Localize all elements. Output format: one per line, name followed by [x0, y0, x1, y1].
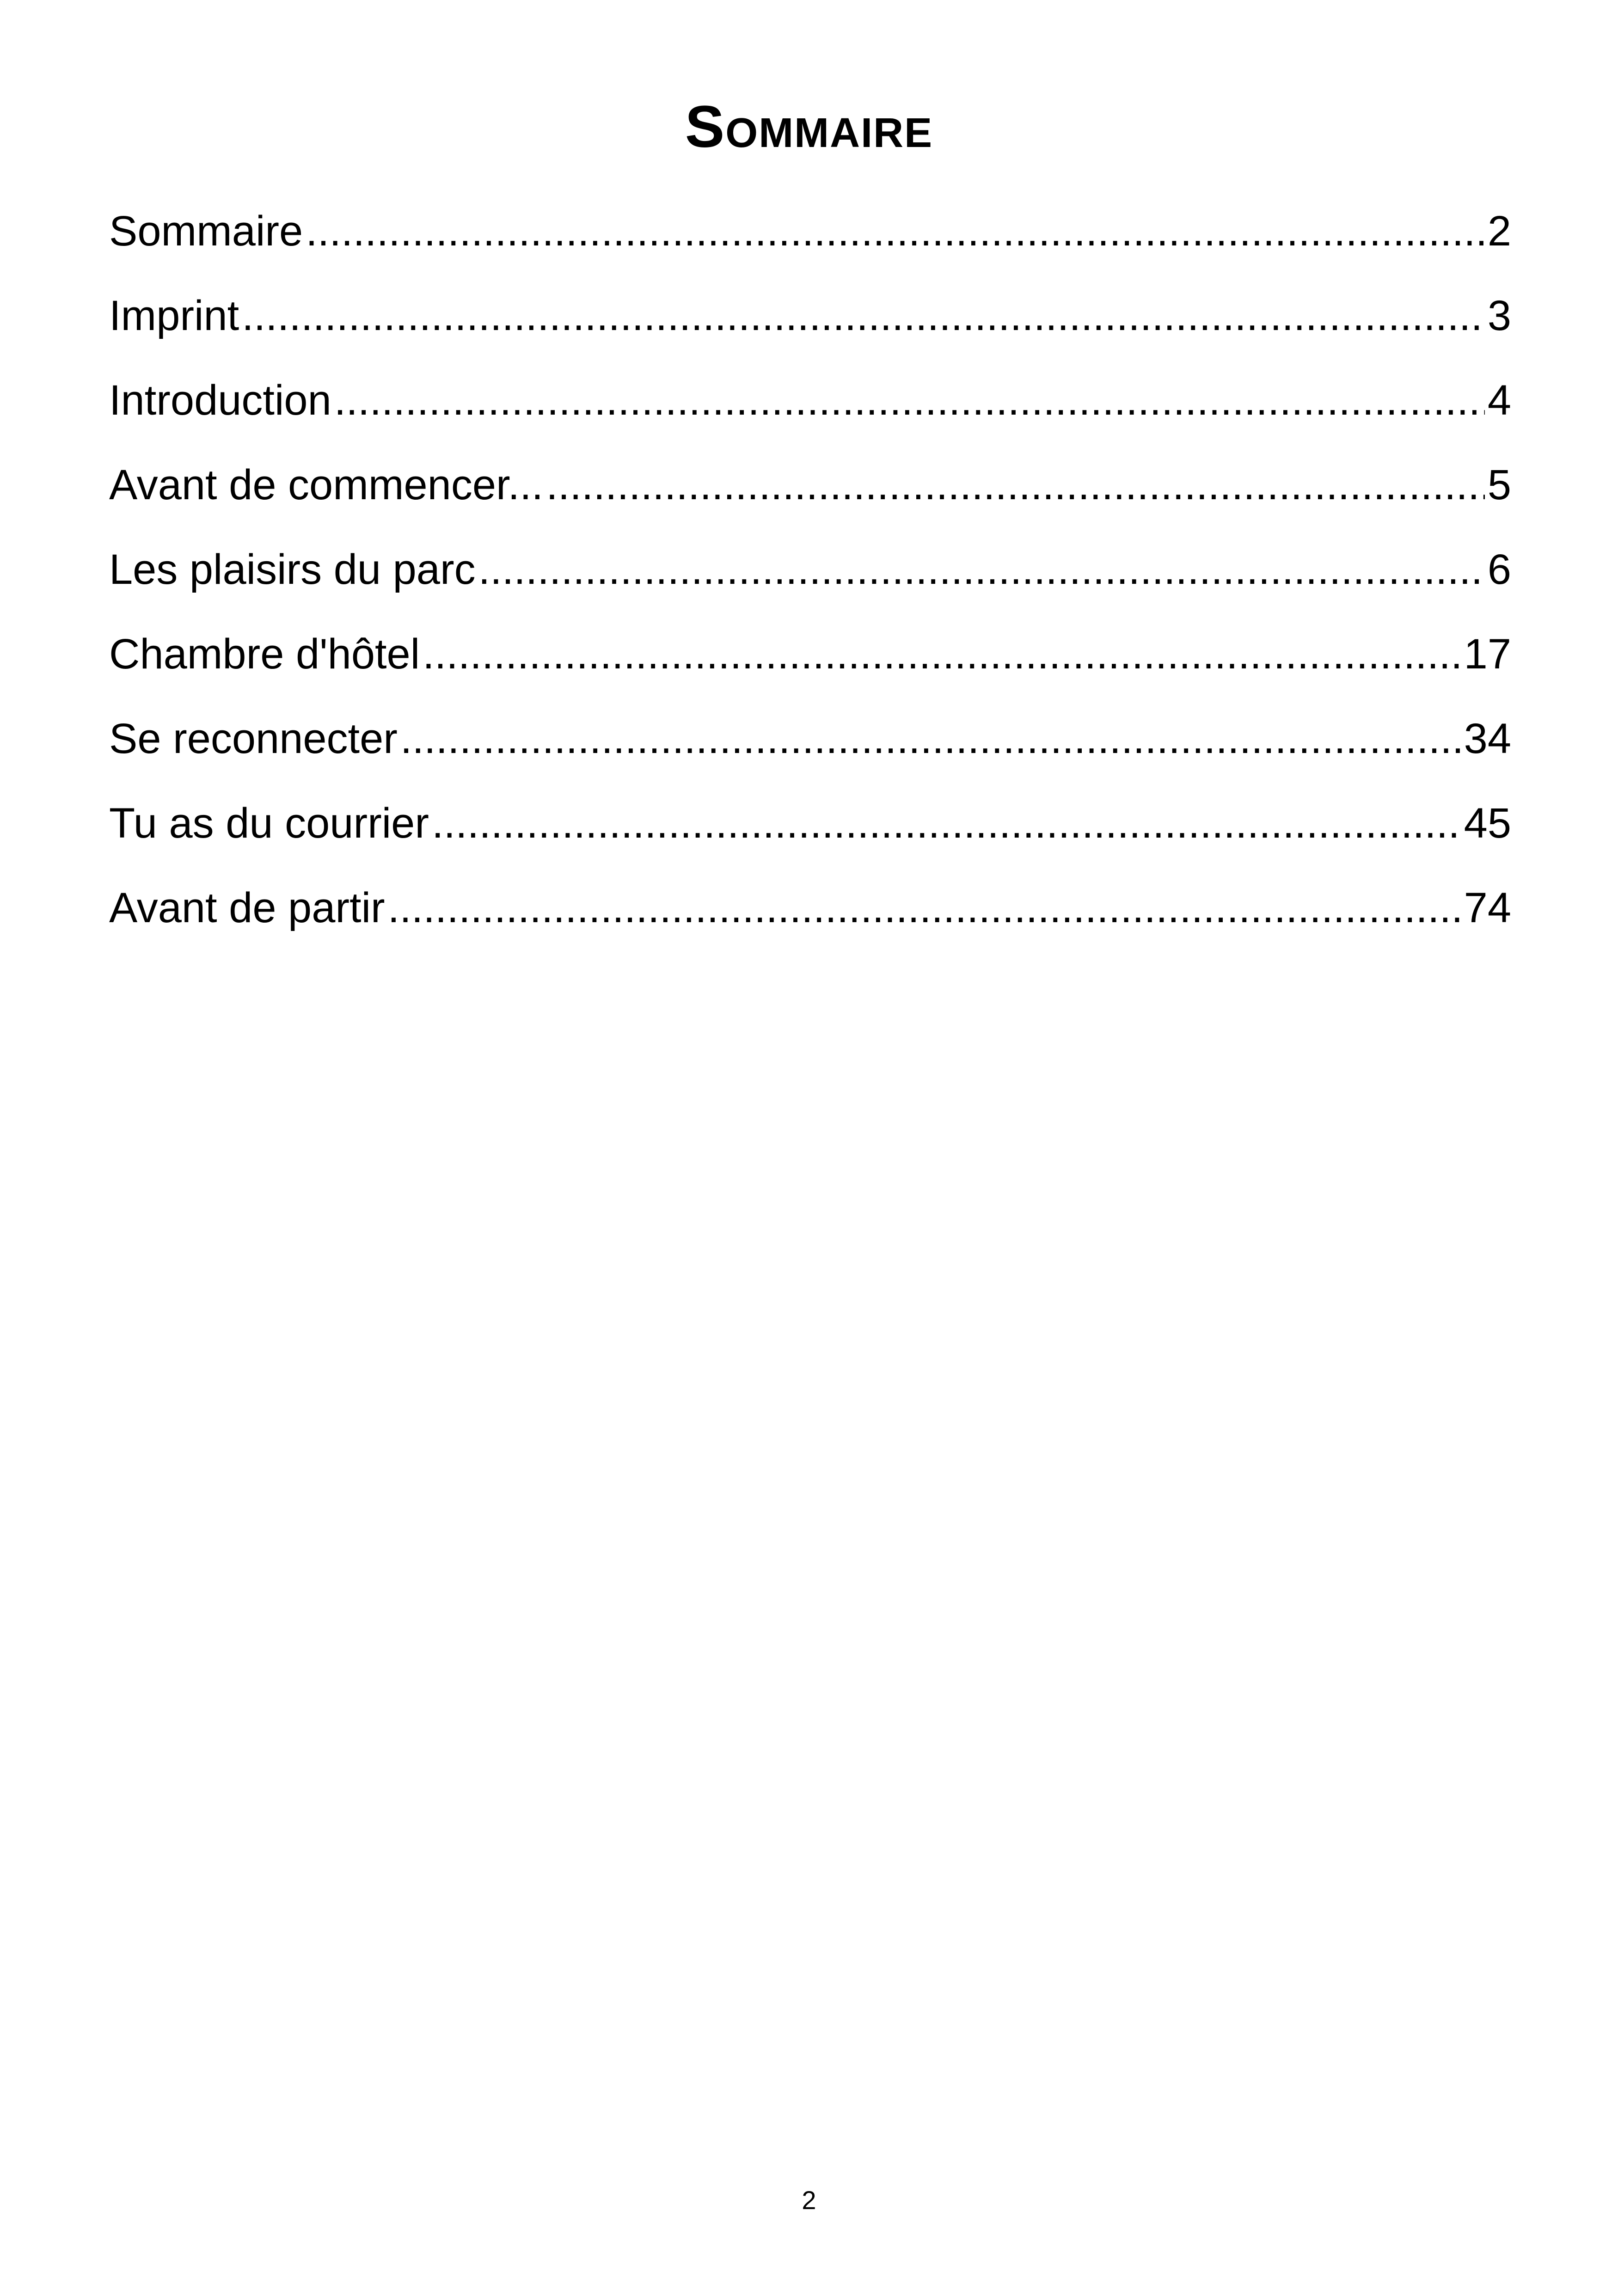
- toc-entry-page: 34: [1464, 715, 1511, 762]
- toc-entry-page: 3: [1487, 292, 1511, 339]
- toc-entry: [109, 871, 1511, 955]
- toc-entry-page: 17: [1464, 631, 1511, 678]
- table-of-contents: [109, 194, 1511, 955]
- toc-entry-label: Sommaire: [109, 208, 303, 255]
- toc-entry-label: Avant de commencer...: [109, 461, 544, 508]
- toc-entry: [109, 448, 1511, 533]
- toc-entry: [109, 279, 1511, 363]
- toc-dot-leader: [400, 702, 1461, 776]
- toc-entry: [109, 702, 1511, 786]
- toc-entry: [109, 194, 1511, 279]
- toc-entry-label: Se reconnecter: [109, 715, 398, 762]
- page-number: 2: [802, 2186, 816, 2215]
- toc-entry-label: Chambre d'hôtel: [109, 631, 420, 678]
- toc-entry-page: 4: [1487, 377, 1511, 424]
- toc-entry: [109, 617, 1511, 702]
- toc-entry-page: 5: [1487, 461, 1511, 508]
- toc-dot-leader: [423, 617, 1461, 691]
- toc-dot-leader: [388, 871, 1461, 945]
- toc-entry: [109, 363, 1511, 448]
- toc-entry-label: Avant de partir: [109, 884, 385, 931]
- toc-entry-page: 2: [1487, 208, 1511, 255]
- toc-entry-page: 6: [1487, 546, 1511, 593]
- toc-dot-leader: [546, 448, 1485, 522]
- toc-entry-label: Imprint: [109, 292, 239, 339]
- toc-entry-page: 74: [1464, 884, 1511, 931]
- page-title: Sommaire: [685, 94, 933, 160]
- toc-entry-page: 45: [1464, 800, 1511, 847]
- toc-dot-leader: [478, 533, 1485, 606]
- toc-dot-leader: [432, 786, 1461, 860]
- toc-entry: [109, 786, 1511, 871]
- toc-dot-leader: [242, 279, 1485, 353]
- toc-entry-label: Introduction: [109, 377, 331, 424]
- toc-entry: [109, 533, 1511, 617]
- toc-entry-label: Tu as du courrier: [109, 800, 429, 847]
- toc-dot-leader: [306, 194, 1485, 268]
- toc-dot-leader: [334, 363, 1485, 437]
- toc-entry-label: Les plaisirs du parc: [109, 546, 476, 593]
